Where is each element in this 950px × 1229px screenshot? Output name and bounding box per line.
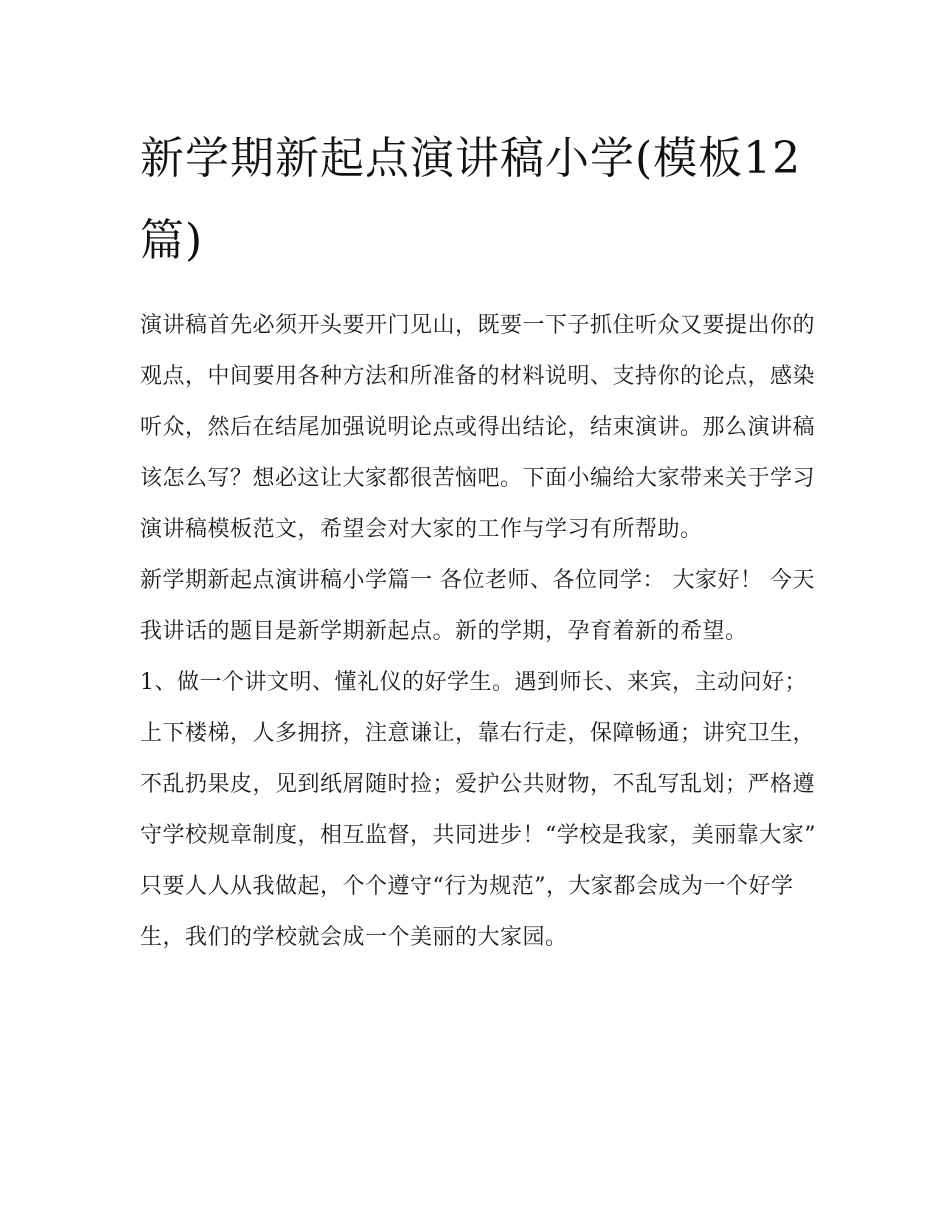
- point-one-paragraph: 1、做一个讲文明、懂礼仪的好学生。遇到师长、来宾，主动问好；上下楼梯，人多拥挤，注意谦让，靠右行走，保障畅通；讲究卫生，不乱扔果皮，见到纸屑随时捡；爱护公共财物，不乱写乱划；严格遵守学校规章制度，相互监督，共同进步！“学校是我家，美丽靠大家”: [140, 670, 816, 848]
- speech-opening-paragraph: 新学期新起点演讲稿小学篇一 各位老师、各位同学： 大家好！ 今天我讲话的题目是新学期新起点。新的学期，孕育着新的希望。: [140, 568, 815, 644]
- document-page: [140, 118, 820, 963]
- document-title: 新学期新起点演讲稿小学(模板12篇): [140, 133, 802, 266]
- closing-paragraph: 只要人人从我做起，个个遵守“行为规范”，大家都会成为一个好学生，我们的学校就会成一个美丽的大家园。: [140, 874, 794, 950]
- intro-paragraph: 演讲稿首先必须开头要开门见山，既要一下子抓住听众又要提出你的观点，中间要用各种方法和所准备的材料说明、支持你的论点，感染听众，然后在结尾加强说明论点或得出结论，结束演讲。那么演讲稿该怎么写？想必这让大家都很苦恼吧。下面小编给大家带来关于学习演讲稿模板范文，希望会对大家的工作与学习有所帮助。: [140, 313, 816, 542]
